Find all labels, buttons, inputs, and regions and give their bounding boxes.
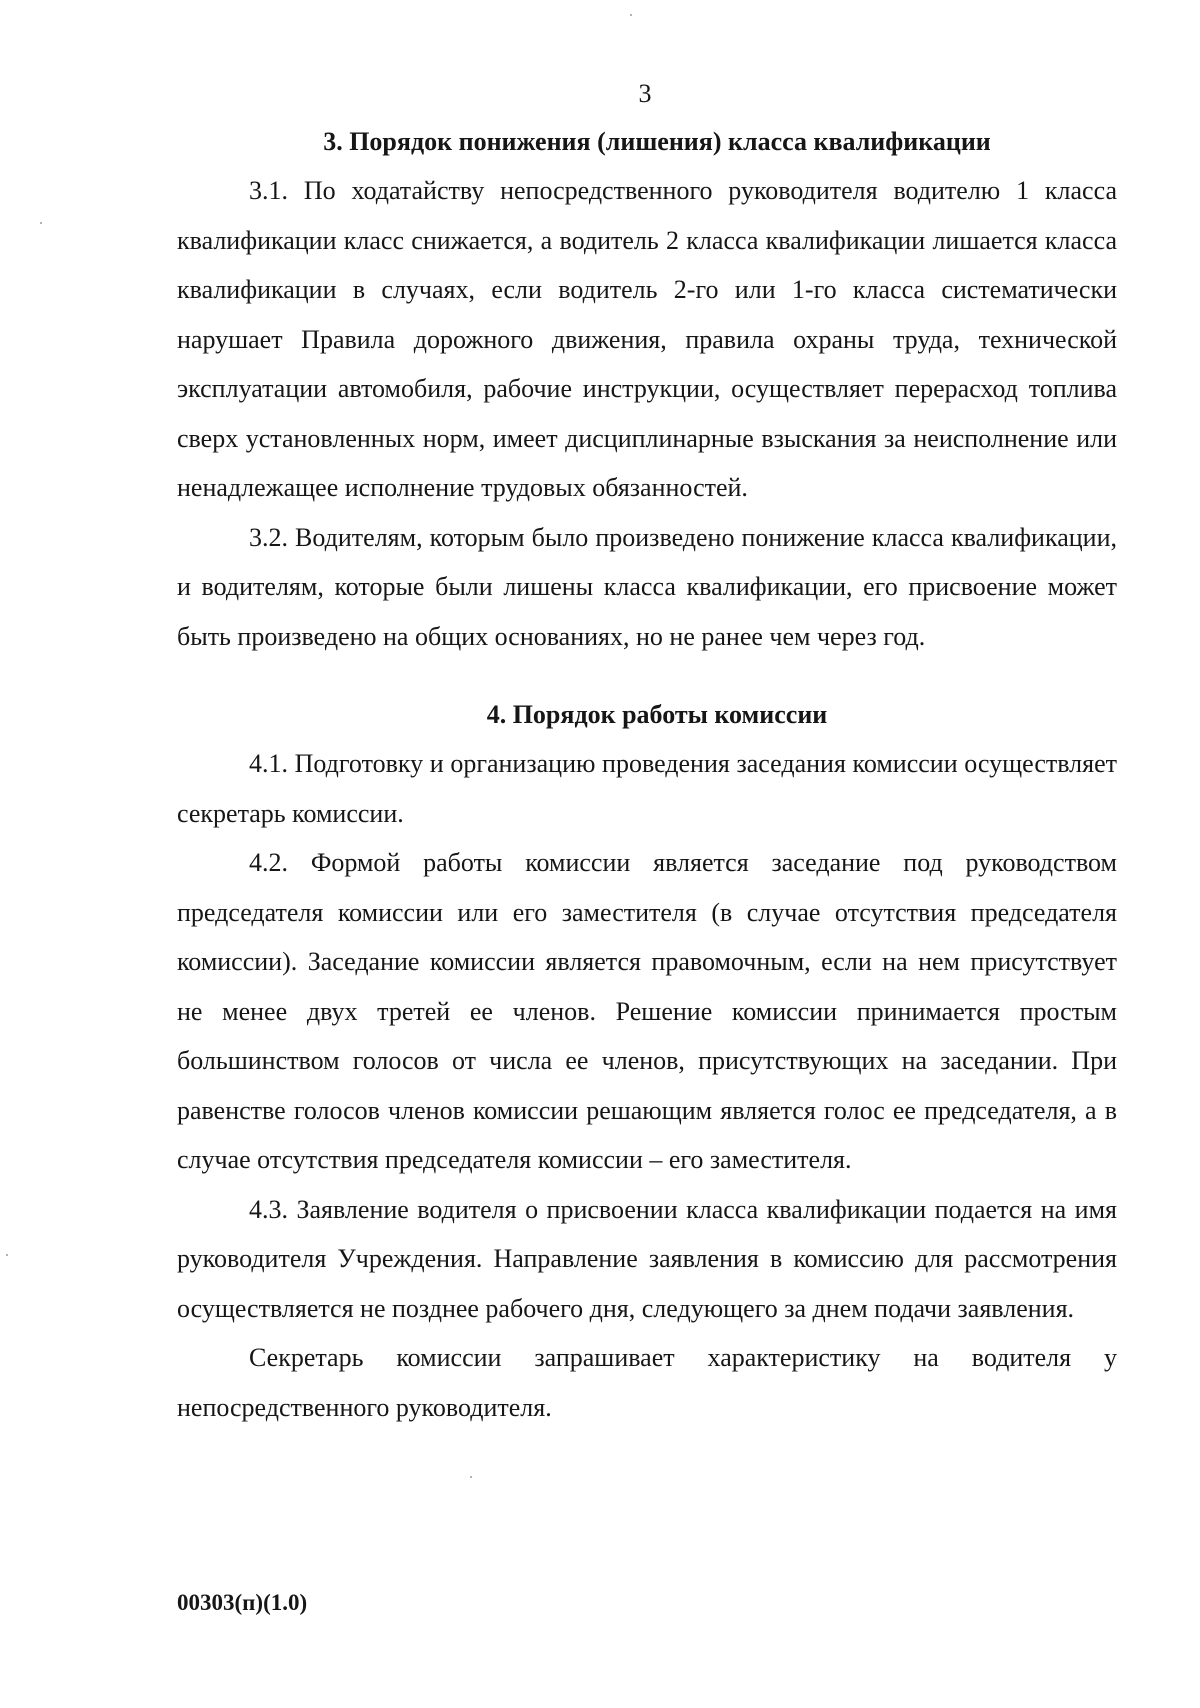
paragraph-3-1: 3.1. По ходатайству непосредственного руководителя водителю 1 класса квалификации класс снижается, а водитель 2 класса квалификации лишается класса квалификации в случаях, если водитель 2-го или 1-го класса систематически нарушает Правила дорожного движения, правила охраны труда, технической эксплуатации автомобиля, рабочие инструкции, осуществляет перерасход топлива сверх установленных норм, имеет дисциплинарные взыскания за неисполнение или ненадлежащее исполнение трудовых обязанностей. xyxy=(177,176,1117,502)
section-3-title: 3. Порядок понижения (лишения) класса квалификации xyxy=(323,127,991,156)
paragraph-secretary: Секретарь комиссии запрашивает характеристику на водителя у непосредственного руководителя. xyxy=(177,1343,1117,1422)
scan-speck xyxy=(6,1254,8,1256)
document-code: 00303(п)(1.0) xyxy=(177,1590,308,1615)
document-body xyxy=(177,118,1117,1432)
scan-speck xyxy=(630,14,632,16)
paragraph-3-2: 3.2. Водителям, которым было произведено понижение класса квалификации, и водителям, которые были лишены класса квалификации, его присвоение может быть произведено на общих основаниях, но не ранее чем через год. xyxy=(177,522,1117,651)
paragraph-4-2: 4.2. Формой работы комиссии является заседание под руководством председателя комиссии или его заместителя (в случае отсутствия председателя комиссии). Заседание комиссии является правомочным, если на нем присутствует не менее двух третей ее членов. Решение комиссии принимается простым большинством голосов от числа ее членов, присутствующих на заседании. При равенстве голосов членов комиссии решающим является голос ее председателя, а в случае отсутствия председателя комиссии – его заместителя. xyxy=(177,848,1117,1174)
scan-speck xyxy=(40,222,42,224)
paragraph-4-1: 4.1. Подготовку и организацию проведения заседания комиссии осуществляет секретарь комиссии. xyxy=(177,749,1117,828)
section-4-title: 4. Порядок работы комиссии xyxy=(486,700,828,729)
page-number: 3 xyxy=(638,79,652,108)
scan-speck xyxy=(470,1476,472,1478)
paragraph-4-3: 4.3. Заявление водителя о присвоении класса квалификации подается на имя руководителя Учреждения. Направление заявления в комиссию для рассмотрения осуществляется не позднее рабочего дня, следующего за днем подачи заявления. xyxy=(177,1194,1117,1323)
